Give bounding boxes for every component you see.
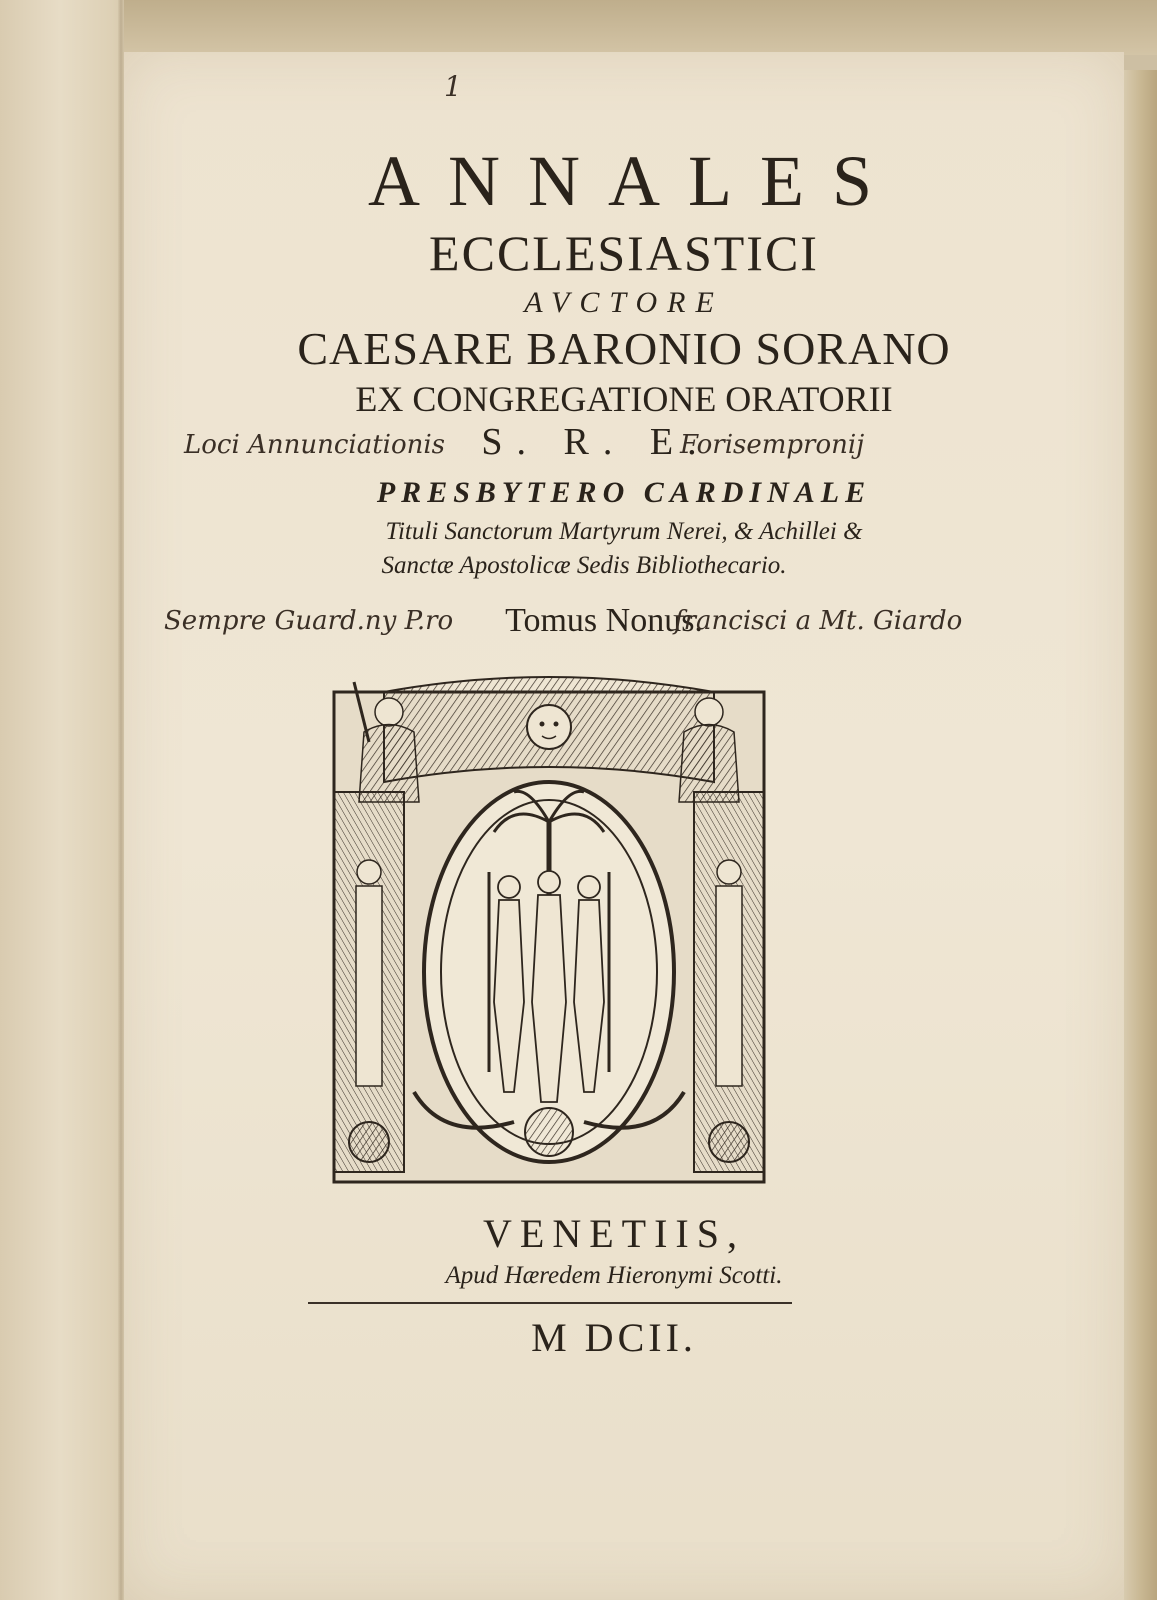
title-line-annales: ANNALES: [368, 141, 900, 221]
handwritten-annotation-left: Loci Annunciationis: [184, 430, 446, 460]
presbytero-line: PRESBYTERO CARDINALE: [376, 476, 872, 509]
congregation-line: EX CONGREGATIONE ORATORII: [355, 379, 893, 419]
imprint-year: M DCII.: [531, 1315, 697, 1360]
folio-mark: 1: [444, 70, 462, 103]
handwritten-annotation-right: Forisempronij: [680, 430, 865, 460]
sre-line: S. R. E.: [481, 421, 711, 463]
page-top-shadow: [124, 0, 1157, 55]
title-line-ecclesiastici: ECCLESIASTICI: [429, 225, 819, 281]
title-line-auctore: AVCTORE: [524, 286, 724, 319]
handwritten-volume-right: francisci a Mt. Giardo: [674, 606, 963, 636]
tituli-line: Tituli Sanctorum Martyrum Nerei, & Achillei &: [385, 518, 863, 545]
author-name: CAESARE BARONIO SORANO: [297, 323, 951, 374]
handwritten-volume-left: Sempre Guard.ny P.ro: [164, 606, 454, 636]
imprint-place: VENETIIS,: [483, 1211, 745, 1256]
volume-line: Tomus Nonus.: [505, 602, 703, 639]
imprint-rule: [308, 1302, 792, 1304]
imprint-printer: Apud Hæredem Hieronymi Scotti.: [445, 1262, 783, 1289]
title-page: [124, 52, 1124, 1600]
printers-device-woodcut: [314, 672, 784, 1202]
bibliothecario-line: Sanctæ Apostolicæ Sedis Bibliothecario.: [381, 552, 787, 579]
